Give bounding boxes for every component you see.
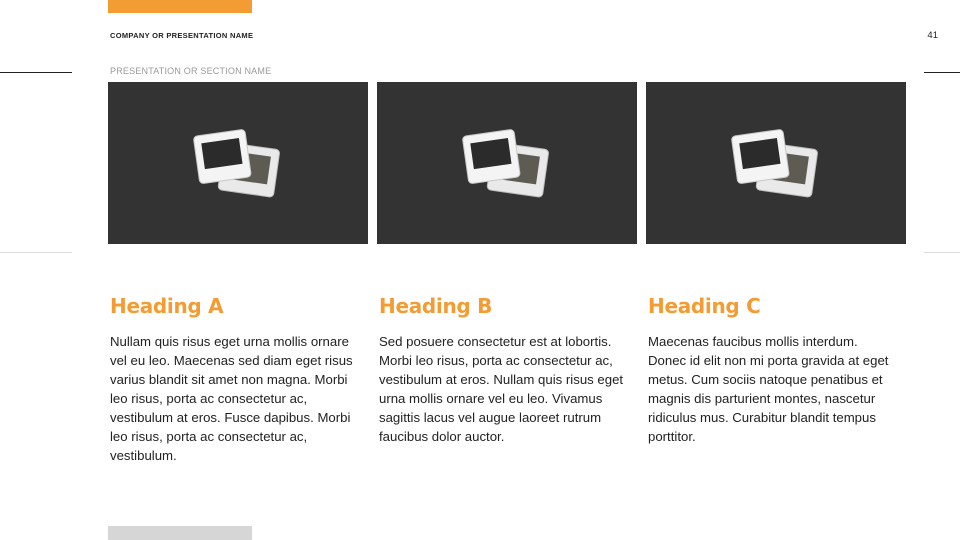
- slides-icon: [460, 124, 560, 204]
- slides-icon: [191, 124, 291, 204]
- image-placeholder-a[interactable]: [108, 82, 368, 244]
- accent-bar: [108, 0, 252, 13]
- heading-c: Heading C: [648, 294, 761, 318]
- section-name: PRESENTATION OR SECTION NAME: [110, 66, 272, 76]
- body-text-a: Nullam quis risus eget urna mollis ornare vel eu leo. Maecenas sed diam eget risus varius blandit sit amet non magna. Morbi leo risus, porta ac consectetur ac, vestibulum at eros. Fusce dapibus. Morbi leo risus, porta ac consectetur ac, vestibulum.: [110, 334, 353, 463]
- heading-a: Heading A: [110, 294, 224, 318]
- company-name: COMPANY OR PRESENTATION NAME: [110, 31, 254, 40]
- image-placeholder-c[interactable]: [646, 82, 906, 244]
- right-light-rule: [924, 252, 960, 253]
- footer-bar: [108, 526, 252, 540]
- body-text-b: Sed posuere consectetur est at lobortis. Morbi leo risus, porta ac consectetur ac, vestibulum at eros. Nullam quis risus eget urna mollis ornare vel eu leo. Vivamus sagittis lacus vel augue laoreet rutrum faucibus dolor auctor.: [379, 334, 624, 444]
- slides-icon: [729, 124, 829, 204]
- left-rule: [0, 72, 72, 73]
- image-placeholder-b[interactable]: [377, 82, 637, 244]
- page-number: 41: [927, 30, 938, 41]
- heading-b: Heading B: [379, 294, 493, 318]
- right-rule: [924, 72, 960, 73]
- body-text-c: Maecenas faucibus mollis interdum. Donec id elit non mi porta gravida at eget metus. Cum sociis natoque penatibus et magnis dis parturient montes, nascetur ridiculus mus. Curabitur blandit tempus porttitor.: [648, 334, 889, 444]
- left-light-rule: [0, 252, 72, 253]
